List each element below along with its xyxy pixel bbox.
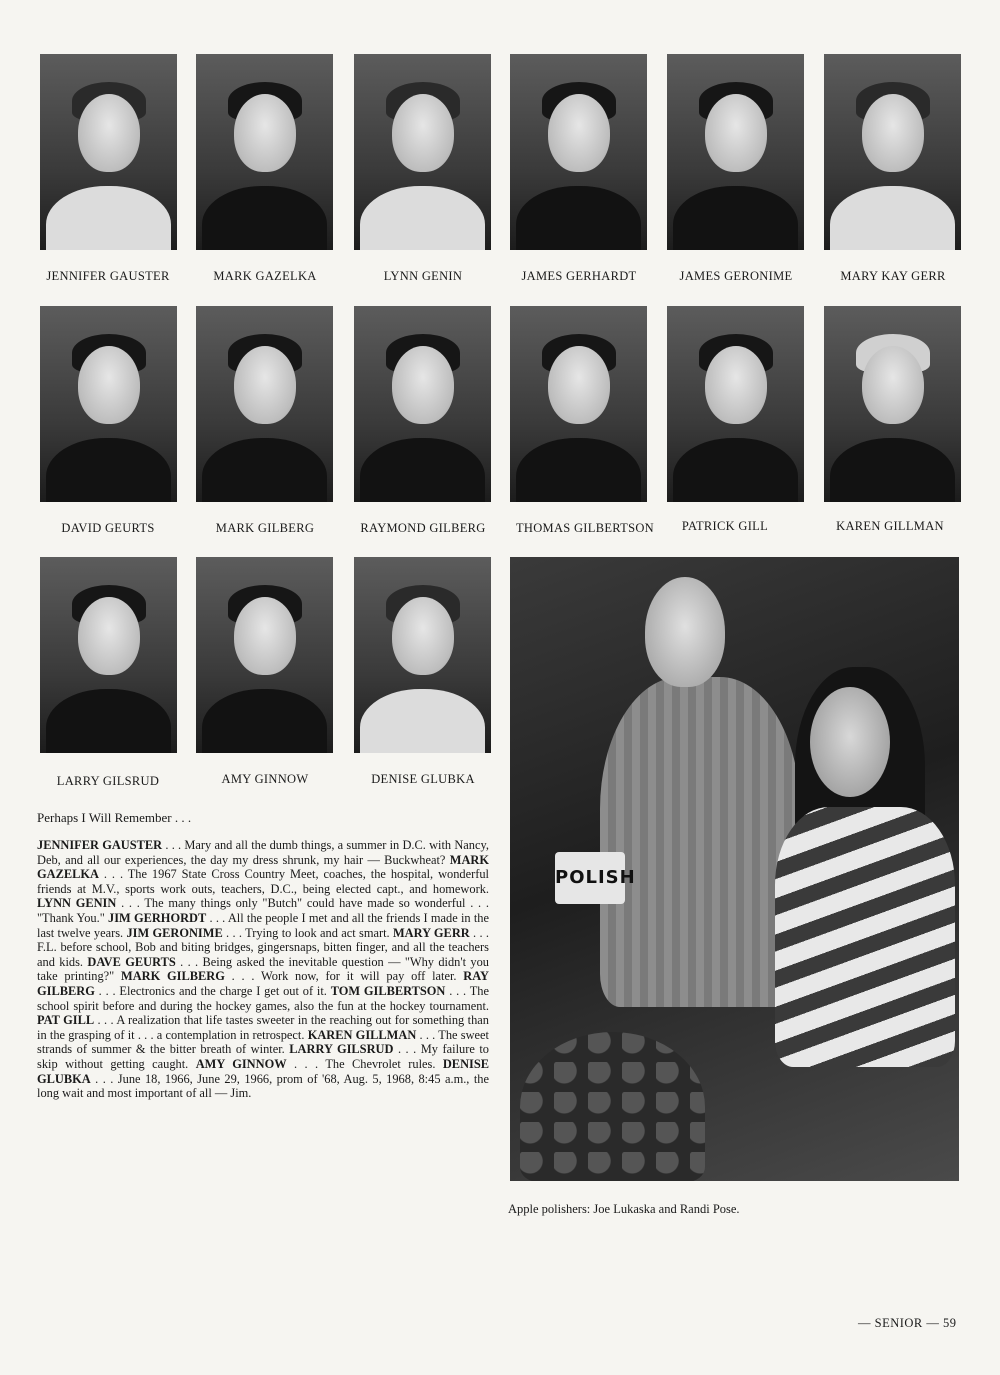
memories-paragraph	[37, 838, 489, 1101]
senior-name: LYNN GENIN	[383, 269, 463, 283]
portrait-photo	[354, 54, 491, 250]
apple-basket	[520, 1032, 705, 1181]
portrait-photo	[667, 54, 804, 250]
portrait-photo	[196, 557, 333, 753]
senior-name: LARRY GILSRUD	[56, 774, 160, 788]
portrait-photo	[196, 54, 333, 250]
senior-name: AMY GINNOW	[221, 772, 309, 786]
senior-name: DENISE GLUBKA	[371, 772, 475, 786]
senior-name: MARY KAY GERR	[840, 269, 946, 283]
memory-name: AMY GINNOW	[195, 1056, 287, 1071]
senior-name: JAMES GERONIME	[679, 269, 793, 283]
memory-name: KAREN GILLMAN	[307, 1027, 417, 1042]
memory-text: . . . Work now, for it will pay off later.	[224, 969, 464, 984]
memory-name: MARK GAZELKA	[37, 852, 489, 882]
memory-text: . . . Trying to look and act smart.	[222, 925, 393, 940]
memory-name: DAVE GEURTS	[87, 954, 176, 969]
memory-text: . . . The school spirit before and during the hockey games, also the fun at the hockey tournament.	[37, 983, 489, 1013]
senior-name: JENNIFER GAUSTER	[46, 269, 170, 283]
memory-name: DENISE GLUBKA	[37, 1056, 489, 1086]
portrait-photo	[40, 557, 177, 753]
memory-name: MARK GILBERG	[121, 969, 225, 984]
memory-name: LYNN GENIN	[37, 896, 117, 911]
memory-text: . . . All the people I met and all the friends I made in the last twelve years.	[37, 910, 489, 940]
portrait-photo	[824, 54, 961, 250]
memory-name: MARY GERR	[392, 925, 470, 940]
memory-name: RAY GILBERG	[37, 969, 490, 998]
memory-text: . . . The many things only "Butch" could have made so wonderful . . . "Thank You."	[37, 896, 489, 925]
candid-photo	[510, 557, 959, 1181]
memory-name: LARRY GILSRUD	[289, 1042, 394, 1057]
portrait-photo	[510, 306, 647, 502]
memory-text: . . . Mary and all the dumb things, a summer in D.C. with Nancy, Deb, and all our experiences, the day my dress shrunk, my hair — Buckwheat?	[37, 838, 489, 867]
senior-name: JAMES GERHARDT	[521, 269, 637, 283]
senior-name: THOMAS GILBERTSON	[515, 521, 655, 535]
memory-text: . . . My failure to skip without getting caught.	[37, 1042, 490, 1071]
memory-text: . . . Electronics and the charge I get out of it.	[94, 983, 331, 998]
memory-text: . . . A realization that life tastes sweeter in the reaching out for something than in the grasping of it . . . a contemplation in retrospect.	[37, 1013, 489, 1042]
portrait-photo	[824, 306, 961, 502]
page-folio: — SENIOR — 59	[858, 1316, 957, 1330]
portrait-photo	[40, 54, 177, 250]
senior-name: MARK GAZELKA	[213, 269, 317, 283]
memory-name: TOM GILBERTSON	[330, 983, 446, 998]
memory-text: . . . The Chevrolet rules.	[286, 1056, 443, 1071]
portrait-photo	[354, 306, 491, 502]
senior-name: MARK GILBERG	[215, 521, 315, 535]
photo-caption: Apple polishers: Joe Lukaska and Randi Pose.	[508, 1202, 740, 1216]
senior-name: KAREN GILLMAN	[836, 519, 944, 533]
portrait-photo	[354, 557, 491, 753]
portrait-photo	[667, 306, 804, 502]
memory-text: . . . Being asked the inevitable question — "Why didn't you take printing?"	[37, 954, 489, 984]
memory-text: . . . The 1967 State Cross Country Meet, coaches, the hospital, wonderful friends at M.V., sports work outs, teachers, D.C., being elected capt., and homework.	[37, 867, 489, 896]
senior-name: RAYMOND GILBERG	[360, 521, 486, 535]
memory-name: JENNIFER GAUSTER	[37, 838, 163, 852]
senior-name: PATRICK GILL	[681, 519, 769, 533]
memory-name: JIM GERONIME	[126, 925, 223, 940]
polish-can: POLISH	[555, 852, 625, 904]
memories-intro: Perhaps I Will Remember . . .	[37, 810, 192, 825]
portrait-photo	[196, 306, 333, 502]
senior-name: DAVID GEURTS	[61, 521, 155, 535]
memory-text: . . . F.L. before school, Bob and biting bridges, gingersnaps, bitten finger, and all the teachers and kids.	[37, 925, 489, 969]
memory-name: JIM GERHORDT	[108, 910, 207, 925]
portrait-photo	[510, 54, 647, 250]
memory-name: PAT GILL	[37, 1013, 95, 1028]
memory-text: . . . The sweet strands of summer & the bitter breath of winter.	[37, 1027, 489, 1057]
memory-text: . . . June 18, 1966, June 29, 1966, prom of '68, Aug. 5, 1968, 8:45 a.m., the long wait and most important of all — Jim.	[37, 1071, 489, 1101]
portrait-photo	[40, 306, 177, 502]
